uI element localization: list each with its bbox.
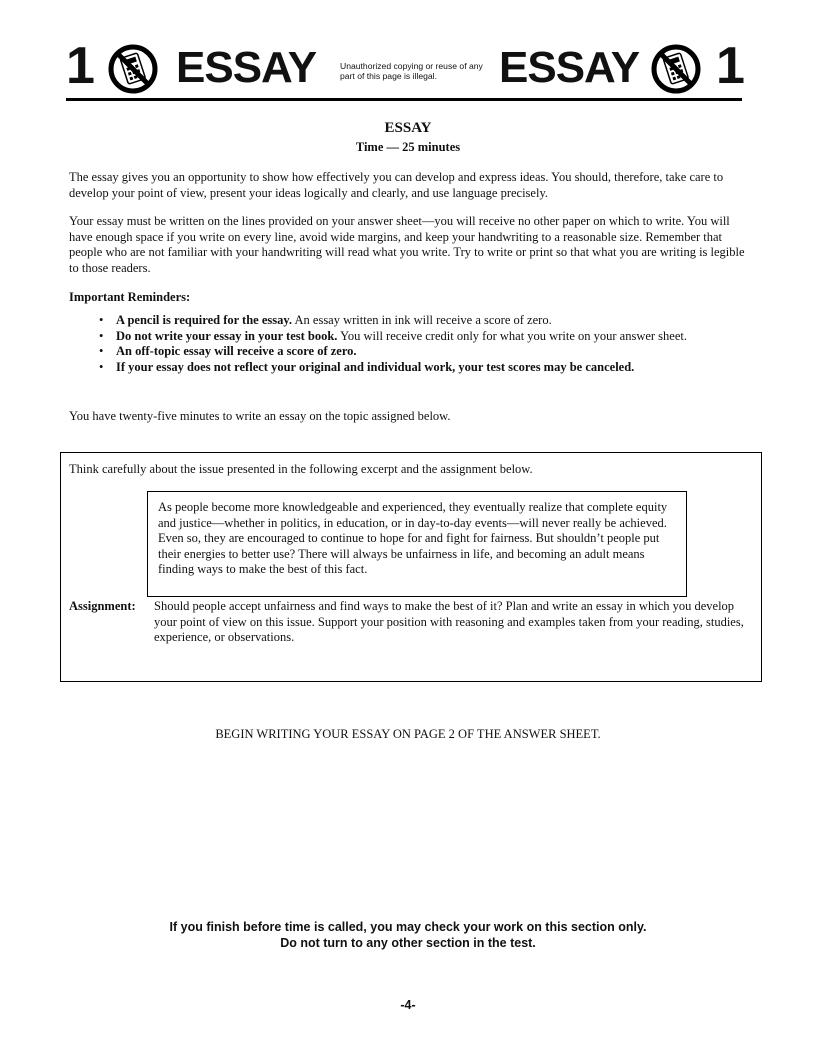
copyright-notice: Unauthorized copying or reuse of any part of this page is illegal. [340,61,483,81]
excerpt-box: As people become more knowledgeable and experienced, they eventually realize that complete equity and justice—whether in politics, in education, or in day-to-day events—will never really be achieved. Even so, they are encouraged to continue to hope for and fight for fairness. But shouldn’t people put their energies to better use? There will always be unfairness in life, and becoming an adult means finding ways to make the best of this fact. [147,491,687,597]
header-title-right: ESSAY [499,43,640,92]
time-limit: Time — 25 minutes [355,140,461,154]
reminder-text: An essay written in ink will receive a score of zero. [292,313,552,327]
list-item [99,344,719,360]
reminder-bold: Do not write your essay in your test book. [116,328,338,343]
finish-note-line2: Do not turn to any other section in the test. [280,936,536,950]
header-rule [66,98,742,101]
begin-instruction: BEGIN WRITING YOUR ESSAY ON PAGE 2 OF THE ANSWER SHEET. [215,727,601,741]
assignment-text: Should people accept unfairness and find ways to make the best of it? Plan and write an essay in which you develop your point of view on this issue. Support your position with reasoning and examples taken from your reading, studies, experience, or observations. [154,599,744,644]
reminder-text: You will receive credit only for what you write on your answer sheet. [337,328,687,343]
finish-note [0,919,816,951]
intro-paragraph: The essay gives you an opportunity to show how effectively you can develop and express ideas. You should, therefore, take care to develop your point of view, present your ideas logically and clearly, and use language precisely. [69,170,724,200]
reminders-heading: Important Reminders: [69,290,191,304]
prompt-intro: Think carefully about the issue presented in the following excerpt and the assignment below. [69,462,533,476]
reminder-bold: An off-topic essay will receive a score of zero. [116,344,357,358]
prompt-box [60,452,762,682]
list-item [99,360,719,376]
answer-sheet-paragraph: Your essay must be written on the lines provided on your answer sheet—you will receive no other paper on which to write. You will have enough space if you write on every line, avoid wide margins, and keep your handwriting to a reasonable size. Remember that people who are not familiar with your handwriting will read what you write. Try to write or print so that what you are writing is legible to those readers. [69,214,745,275]
section-number-right: 1 [716,37,744,95]
assignment-label: Assignment: [69,599,136,613]
reminder-bold: If your essay does not reflect your original and individual work, your test scores may be canceled. [116,359,635,374]
page-number: -4- [400,998,416,1012]
reminders-list [99,313,719,375]
no-calculator-icon [108,44,158,94]
header-title-left: ESSAY [176,43,317,92]
no-calculator-icon [651,44,701,94]
section-number-left: 1 [66,37,94,95]
list-item [99,329,719,345]
page-header [66,37,744,96]
reminder-bold: A pencil is required for the essay. [116,313,293,327]
time-note: You have twenty-five minutes to write an essay on the topic assigned below. [69,409,451,423]
list-item [99,313,719,329]
finish-note-line1: If you finish before time is called, you may check your work on this section only. [169,920,647,934]
page-title: ESSAY [384,120,432,136]
